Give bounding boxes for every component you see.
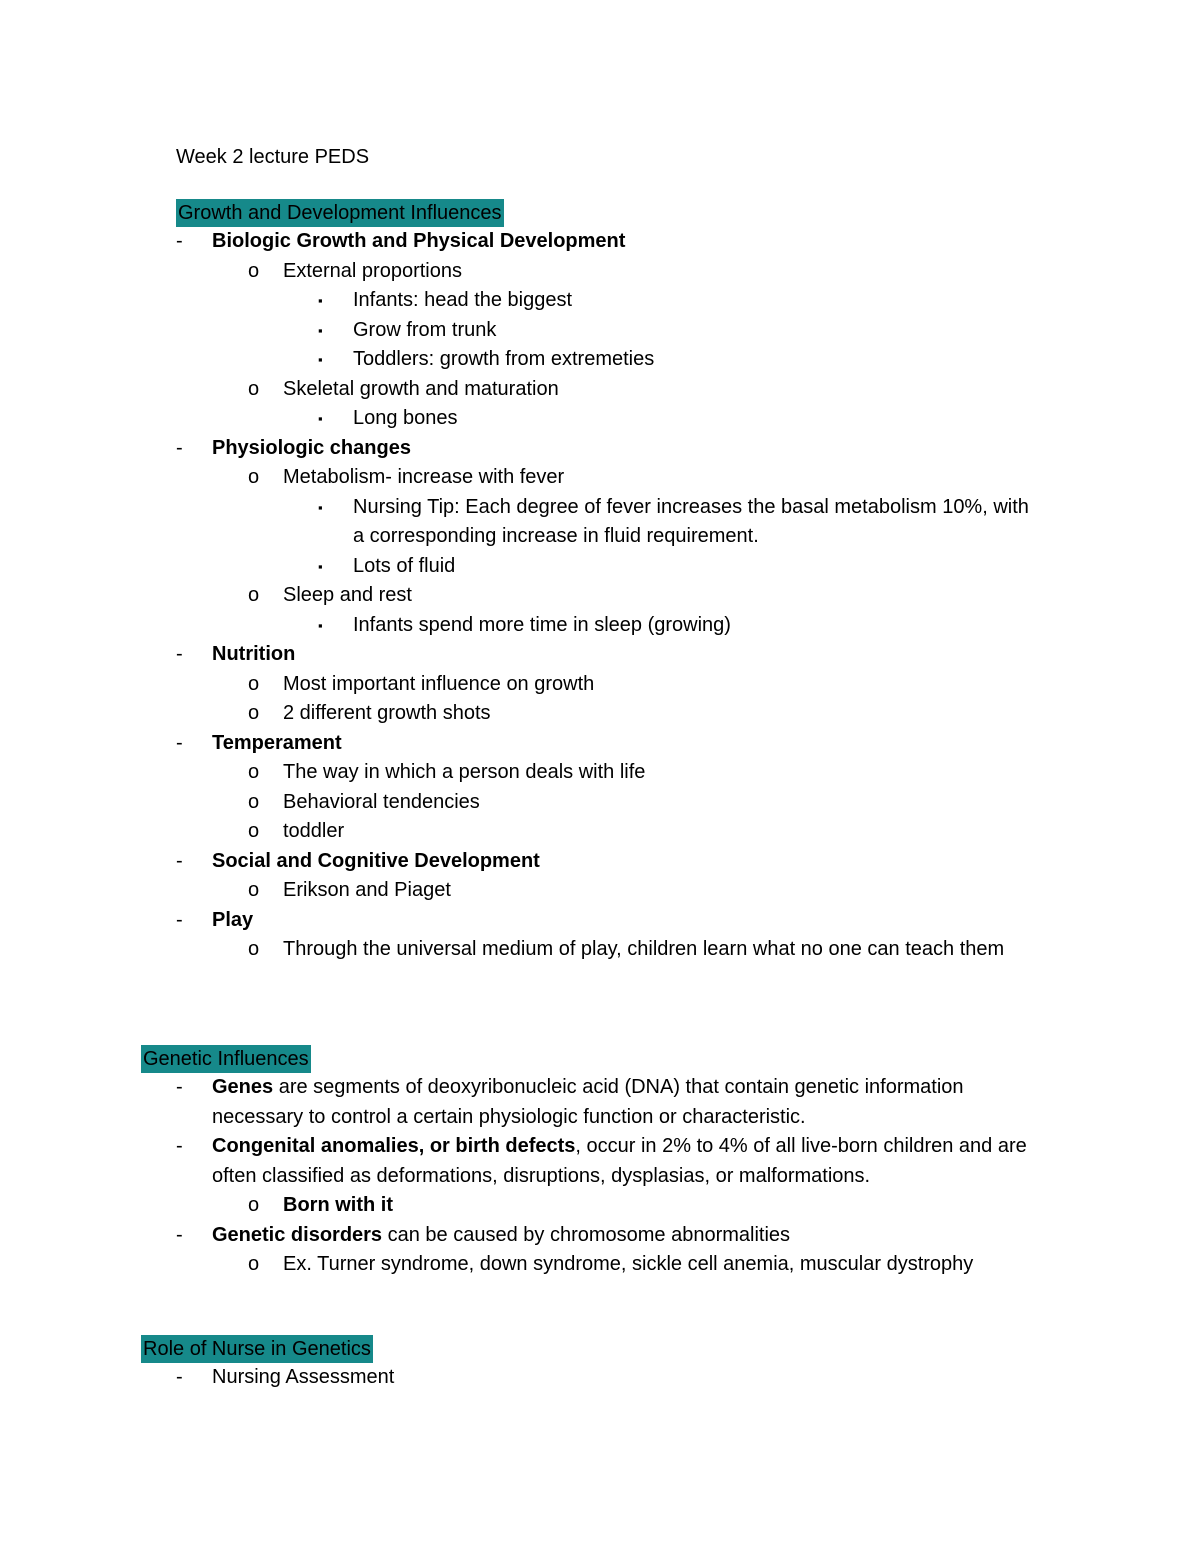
- list-item: [0, 670, 1040, 700]
- list-item-text: The way in which a person deals with life: [283, 761, 646, 783]
- bullet-marker: ▪: [318, 352, 323, 367]
- bullet-marker: -: [176, 1076, 183, 1098]
- bullet-marker: -: [176, 1366, 183, 1388]
- bullet-marker: o: [248, 702, 260, 724]
- bullet-marker: -: [176, 1223, 183, 1246]
- list-item: [0, 581, 1040, 611]
- list-item-text: Infants spend more time in sleep (growing): [353, 613, 731, 636]
- list-item: [0, 345, 1040, 375]
- list-item-text: Infants: head the biggest: [353, 289, 573, 311]
- document-title: Week 2 lecture PEDS: [176, 146, 370, 168]
- bullet-marker: o: [248, 584, 260, 606]
- section-heading: Growth and Development Influences: [176, 199, 504, 227]
- term: Genes: [212, 1076, 274, 1098]
- bullet-marker: -: [176, 731, 183, 754]
- list-item-text: Physiologic changes: [212, 436, 411, 459]
- bullet-marker: o: [248, 938, 260, 960]
- list-item-text: Ex. Turner syndrome, down syndrome, sickle cell anemia, muscular dystrophy: [283, 1253, 974, 1275]
- bullet-marker: o: [248, 790, 260, 813]
- section-heading-row: [0, 199, 1200, 227]
- list-item-text: Most important influence on growth: [283, 672, 595, 695]
- bullet-marker: ▪: [318, 411, 323, 426]
- list-item-text: Born with it: [283, 1194, 393, 1216]
- list-item-text: Temperament: [212, 731, 342, 754]
- bullet-marker: o: [248, 466, 260, 488]
- list-item: [0, 935, 1040, 965]
- list-item-text: Play: [212, 908, 254, 931]
- list-item-text: Sleep and rest: [283, 584, 412, 606]
- list-item: [0, 316, 1040, 346]
- bullet-marker: -: [176, 436, 183, 459]
- bullet-marker: -: [176, 230, 183, 252]
- list-item: [0, 257, 1040, 287]
- list-item-text: Nursing Tip: Each degree of fever increases the basal metabolism 10%, with a corresponding increase in fluid requirement.: [353, 495, 1029, 547]
- list-item: [0, 1250, 1040, 1280]
- list-item: [0, 699, 1040, 729]
- list-item-text: Lots of fluid: [353, 554, 456, 577]
- bullet-marker: o: [248, 1253, 260, 1275]
- list-item-text: Metabolism- increase with fever: [283, 466, 565, 488]
- bullet-marker: o: [248, 1194, 260, 1216]
- list-item-text: Toddlers: growth from extremeties: [353, 348, 655, 370]
- list-item: [0, 1363, 1040, 1393]
- list-item: [0, 434, 1040, 464]
- list-item-text: Social and Cognitive Development: [212, 849, 540, 872]
- bullet-marker: -: [176, 908, 183, 931]
- section-role-of-nurse: [0, 1335, 1200, 1393]
- list-item: [0, 847, 1040, 877]
- section-growth-development: [0, 199, 1200, 965]
- list-item: [0, 758, 1040, 788]
- list-item: [0, 404, 1040, 434]
- term: Genetic disorders: [212, 1223, 383, 1246]
- list-item-text: Behavioral tendencies: [283, 790, 480, 813]
- list-item: [0, 876, 1040, 906]
- list-item: [0, 906, 1040, 936]
- list-item-text: Biologic Growth and Physical Development: [212, 230, 626, 252]
- section-heading-row: [0, 1045, 1200, 1073]
- list-item-text: Grow from trunk: [353, 318, 497, 341]
- section-heading-row: [0, 1335, 1200, 1363]
- list-item-text: Through the universal medium of play, children learn what no one can teach them: [283, 938, 1005, 960]
- bullet-marker: o: [248, 879, 260, 901]
- bullet-marker: ▪: [318, 617, 323, 633]
- list-item-text: Long bones: [353, 407, 458, 429]
- list-item: [0, 286, 1040, 316]
- bullet-marker: o: [248, 761, 260, 783]
- bullet-marker: -: [176, 643, 183, 665]
- list-item: [0, 227, 1040, 257]
- bullet-marker: o: [248, 820, 260, 842]
- bullet-marker: o: [248, 259, 260, 282]
- bullet-marker: -: [176, 849, 183, 872]
- section-heading: Role of Nurse in Genetics: [141, 1335, 373, 1363]
- bullet-marker: o: [248, 377, 260, 400]
- list-item: [0, 817, 1040, 847]
- list-item: [0, 729, 1040, 759]
- list-item: [0, 640, 1040, 670]
- definition: are segments of deoxyribonucleic acid (DNA) that contain genetic information necessary to control a certain physiologic function or characteristic.: [212, 1076, 964, 1128]
- list-item-text: toddler: [283, 820, 345, 842]
- list-item-text: [212, 1132, 1040, 1191]
- section-heading: Genetic Influences: [141, 1045, 311, 1073]
- bullet-marker: -: [176, 1135, 183, 1157]
- list-item-text: [212, 1073, 1040, 1132]
- list-item: [0, 788, 1040, 818]
- definition: , occur in 2% to 4% of all live-born children and are often classified as deformations, disruptions, dysplasias, or malformations.: [212, 1135, 1027, 1187]
- list-item: [0, 463, 1040, 493]
- list-item-text: Erikson and Piaget: [283, 879, 451, 901]
- list-item-text: Nursing Assessment: [212, 1366, 395, 1388]
- list-item-text: [212, 1221, 1040, 1251]
- section-genetic-influences: [0, 1045, 1200, 1280]
- list-item: [0, 493, 1040, 552]
- list-item-text: External proportions: [283, 259, 462, 282]
- list-item: [0, 1073, 1040, 1132]
- list-item-text: 2 different growth shots: [283, 702, 491, 724]
- list-item: [0, 552, 1040, 582]
- list-item: [0, 611, 1040, 641]
- bullet-marker: o: [248, 672, 260, 695]
- term: Congenital anomalies, or birth defects: [212, 1135, 576, 1157]
- bullet-marker: ▪: [318, 499, 323, 515]
- bullet-marker: ▪: [318, 322, 323, 338]
- bullet-marker: ▪: [318, 293, 323, 308]
- list-item: [0, 1132, 1040, 1191]
- list-item: [0, 375, 1040, 405]
- list-item-text: Nutrition: [212, 643, 296, 665]
- list-item: [0, 1191, 1040, 1221]
- list-item-text: Skeletal growth and maturation: [283, 377, 559, 400]
- bullet-marker: ▪: [318, 558, 323, 574]
- definition: can be caused by chromosome abnormalities: [382, 1223, 791, 1246]
- list-item: [0, 1221, 1040, 1251]
